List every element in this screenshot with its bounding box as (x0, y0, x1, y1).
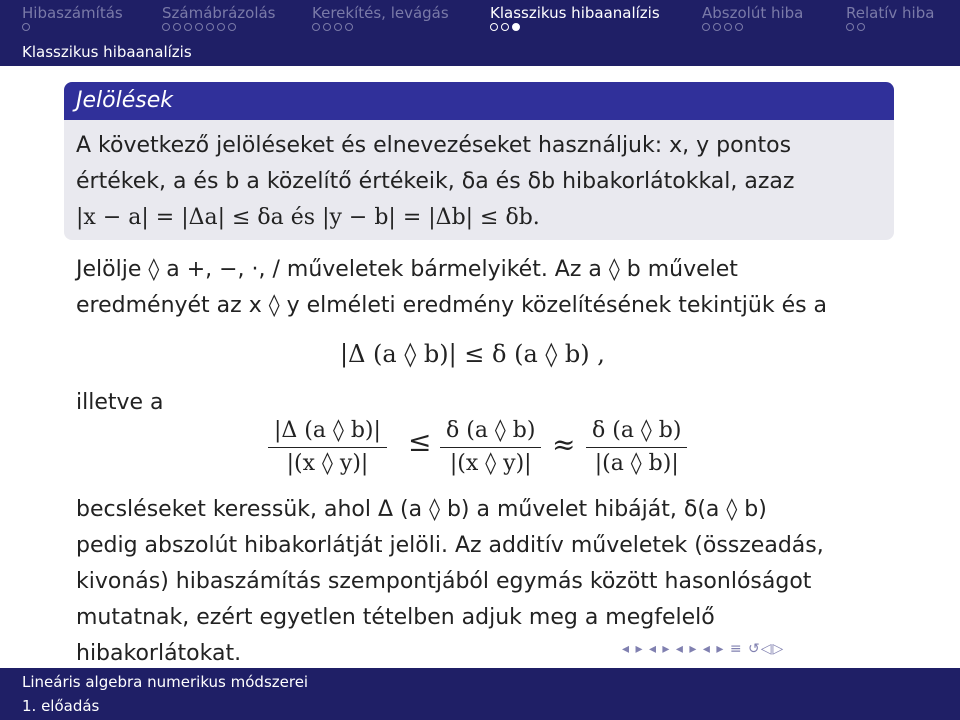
frame-dot[interactable] (501, 23, 509, 31)
fraction-approx-bound (586, 415, 687, 480)
frame-dot[interactable] (173, 23, 181, 31)
frame-dot[interactable] (206, 23, 214, 31)
footer-course-title: Lineáris algebra numerikus módszerei (22, 673, 309, 691)
current-subsection: Klasszikus hibaanalízis (22, 43, 192, 61)
frame-dot[interactable] (323, 23, 331, 31)
frame-dot[interactable] (217, 23, 225, 31)
frame-dot[interactable] (702, 23, 710, 31)
nav-section-1-frame-dots (22, 23, 30, 31)
frame-dot[interactable] (334, 23, 342, 31)
paragraph-2-line-5: hibakorlátokat. (76, 641, 242, 666)
frame-dot[interactable] (22, 23, 30, 31)
footer-bar (0, 668, 960, 720)
footer-lecture-label: 1. előadás (22, 697, 100, 715)
paragraph-2-line-2: pedig abszolút hibakorlátját jelöli. Az additív műveletek (összeadás, (76, 533, 824, 558)
fraction-3-denominator: |(a ◊ b)| (594, 451, 679, 476)
nav-section-4-frame-dots (490, 23, 520, 31)
fraction-2-denominator: |(x ◊ y)| (449, 451, 532, 476)
block-line-2: értékek, a és b a közelítő értékeik, δa és δb hibakorlátokkal, azaz (76, 169, 795, 194)
block-line-3: |x − a| = |Δa| ≤ δa és |y − b| = |Δb| ≤ δb. (76, 205, 540, 230)
nav-section-2[interactable]: Számábrázolás (162, 4, 276, 22)
frame-dot[interactable] (724, 23, 732, 31)
nav-section-3-frame-dots (312, 23, 353, 31)
paragraph-1-line-2: eredményét az x ◊ y elméleti eredmény közelítésének tekintjük és a (76, 293, 828, 318)
equation-absolute-error: |Δ (a ◊ b)| ≤ δ (a ◊ b) , (340, 340, 605, 368)
frame-dot[interactable] (713, 23, 721, 31)
fraction-3-numerator: δ (a ◊ b) (586, 415, 687, 448)
approx-sign: ≈ (552, 428, 576, 461)
top-navigation-bar (0, 0, 960, 66)
nav-section-5[interactable]: Abszolút hiba (702, 4, 804, 22)
nav-section-5-frame-dots (702, 23, 743, 31)
paragraph-2-line-4: mutatnak, ezért egyetlen tételben adjuk meg a megfelelő (76, 605, 715, 630)
frame-dot[interactable] (228, 23, 236, 31)
paragraph-2-line-1: becsléseket keressük, ahol Δ (a ◊ b) a művelet hibáját, δ(a ◊ b) (76, 497, 767, 522)
fraction-1-numerator: |Δ (a ◊ b)| (268, 415, 387, 448)
less-equal-sign: ≤ (408, 425, 432, 458)
fraction-relative-bound (440, 415, 541, 480)
nav-section-1[interactable]: Hibaszámítás (22, 4, 123, 22)
paragraph-2-line-3: kivonás) hibaszámítás szempontjából egymás között hasonlóságot (76, 569, 812, 594)
nav-section-2-frame-dots (162, 23, 236, 31)
frame-dot[interactable] (345, 23, 353, 31)
fraction-2-numerator: δ (a ◊ b) (440, 415, 541, 448)
frame-dot[interactable] (184, 23, 192, 31)
frame-dot[interactable] (162, 23, 170, 31)
nav-section-3[interactable]: Kerekítés, levágás (312, 4, 449, 22)
frame-dot[interactable] (490, 23, 498, 31)
block-body (64, 120, 894, 240)
frame-dot[interactable] (857, 23, 865, 31)
nav-section-6-frame-dots (846, 23, 865, 31)
definition-block (64, 82, 894, 240)
frame-dot[interactable] (195, 23, 203, 31)
nav-section-4[interactable]: Klasszikus hibaanalízis (490, 4, 660, 22)
beamer-navigation-controls[interactable]: ◂ ▸ ◂ ▸ ◂ ▸ ◂ ▸ ≡ ↺◁▷ (622, 641, 785, 657)
paragraph-1 (76, 252, 896, 324)
frame-dot[interactable] (846, 23, 854, 31)
illetve-label: illetve a (76, 390, 164, 415)
fraction-1-denominator: |(x ◊ y)| (286, 451, 369, 476)
paragraph-1-line-1: Jelölje ◊ a +, −, ·, / műveletek bármelyikét. Az a ◊ b művelet (76, 257, 738, 282)
block-line-1: A következő jelöléseket és elnevezéseket használjuk: x, y pontos (76, 133, 792, 158)
frame-dot[interactable] (312, 23, 320, 31)
fraction-relative-error (268, 415, 387, 480)
block-title: Jelölések (64, 82, 894, 120)
nav-section-6[interactable]: Relatív hiba (846, 4, 935, 22)
frame-dot[interactable] (512, 23, 520, 31)
frame-dot[interactable] (735, 23, 743, 31)
